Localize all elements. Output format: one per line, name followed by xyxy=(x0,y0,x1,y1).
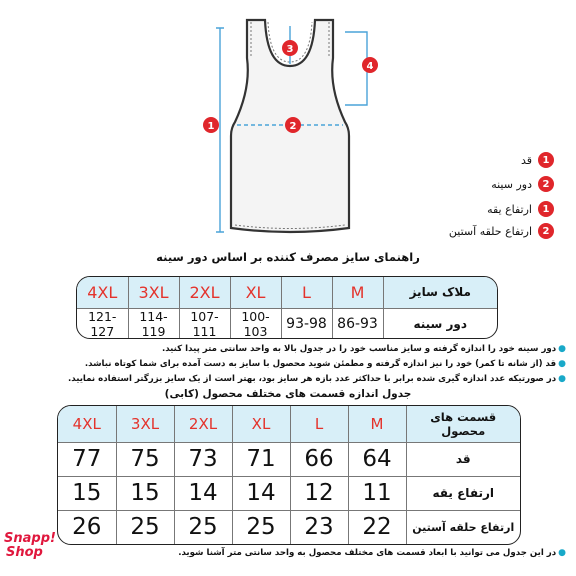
size-4xl: 4XL xyxy=(77,277,128,308)
tank-top-illustration xyxy=(195,10,385,245)
note-line: ●در این جدول می توانید با ابعاد قسمت های مختلف محصول به واحد سانتی متر آشنا شوید. xyxy=(178,548,566,558)
row-label: ارتفاع حلقه آستین xyxy=(406,510,520,544)
number-badge-icon: 1 xyxy=(538,152,554,168)
size-2xl: 2XL xyxy=(179,277,230,308)
size-header-row xyxy=(58,406,520,442)
chest-value-3xl: 114-119 xyxy=(128,308,179,339)
chest-value-m: 86-93 xyxy=(332,308,383,339)
legend-item-chest xyxy=(491,176,554,192)
chest-value-xl: 100-103 xyxy=(230,308,281,339)
bullet-dot-icon: ● xyxy=(558,548,566,558)
bullet-dot-icon: ● xyxy=(558,374,566,384)
number-badge-icon: 1 xyxy=(538,201,554,217)
size-m: M xyxy=(332,277,383,308)
value-cell: 77 xyxy=(58,442,116,476)
value-cell: 12 xyxy=(290,476,348,510)
value-cell: 71 xyxy=(232,442,290,476)
value-cell: 22 xyxy=(348,510,406,544)
size-3xl: 3XL xyxy=(128,277,179,308)
table-row xyxy=(58,442,520,476)
row-label: قد xyxy=(406,442,520,476)
size-header-row xyxy=(77,277,497,308)
value-cell: 15 xyxy=(116,476,174,510)
badge-1-icon xyxy=(203,117,219,133)
value-cell: 23 xyxy=(290,510,348,544)
size-xl: XL xyxy=(232,406,290,442)
size-guide-table xyxy=(76,276,498,339)
svg-text:1: 1 xyxy=(207,121,215,132)
note-line: ●دور سینه خود را اندازه گرفته و سایز مناسب خود را در جدول بالا به واحد سانتی متر پیدا کنید. xyxy=(161,344,566,354)
value-cell: 25 xyxy=(232,510,290,544)
number-badge-icon: 2 xyxy=(538,223,554,239)
size-guide-title: راهنمای سایز مصرف کننده بر اساس دور سینه xyxy=(156,250,420,264)
number-badge-icon: 2 xyxy=(538,176,554,192)
chest-row-label: دور سینه xyxy=(383,308,497,339)
legend-label: ارتفاع حلقه آستین xyxy=(448,224,532,238)
note-line: ●قد (از شانه تا کمر) خود را نیز اندازه گرفته و مطمئن شوید محصول با سایز به دست آمده برای شما کوتاه نباشد. xyxy=(84,359,566,369)
size-xl: XL xyxy=(230,277,281,308)
table-row xyxy=(58,476,520,510)
value-cell: 73 xyxy=(174,442,232,476)
value-cell: 11 xyxy=(348,476,406,510)
size-m: M xyxy=(348,406,406,442)
value-cell: 25 xyxy=(174,510,232,544)
legend-item-neck xyxy=(487,201,554,217)
badge-3-icon xyxy=(282,40,298,56)
legend-label: دور سینه xyxy=(491,177,532,191)
bullet-dot-icon: ● xyxy=(558,359,566,369)
row-label: ارتفاع یقه xyxy=(406,476,520,510)
size-2xl: 2XL xyxy=(174,406,232,442)
chest-value-2xl: 107-111 xyxy=(179,308,230,339)
value-cell: 75 xyxy=(116,442,174,476)
size-l: L xyxy=(290,406,348,442)
badge-4-icon xyxy=(362,57,378,73)
badge-2-icon xyxy=(285,117,301,133)
product-measurements-table xyxy=(57,405,521,545)
value-cell: 14 xyxy=(174,476,232,510)
legend-item-height xyxy=(521,152,554,168)
header-label: ملاک سایز xyxy=(383,277,497,308)
value-cell: 66 xyxy=(290,442,348,476)
size-4xl: 4XL xyxy=(58,406,116,442)
svg-text:3: 3 xyxy=(286,44,294,55)
value-cell: 25 xyxy=(116,510,174,544)
table-row xyxy=(58,510,520,544)
value-cell: 26 xyxy=(58,510,116,544)
value-cell: 15 xyxy=(58,476,116,510)
product-measurements-title: جدول اندازه قسمت های مختلف محصول (کابی) xyxy=(164,388,412,400)
svg-text:2: 2 xyxy=(289,121,297,132)
chest-row xyxy=(77,308,497,339)
legend-item-armhole xyxy=(449,223,554,239)
value-cell: 14 xyxy=(232,476,290,510)
legend-label: قد xyxy=(520,153,532,167)
chest-value-4xl: 121-127 xyxy=(77,308,128,339)
legend-label: ارتفاع یقه xyxy=(487,202,532,216)
size-l: L xyxy=(281,277,332,308)
note-line: ●در صورتیکه عدد اندازه گیری شده برابر با حداکثر عدد بازه هر سایز بود، بهتر است از یک سایز بزرگتر استفاده نمایید. xyxy=(67,374,566,384)
snapp-shop-logo: Snapp! Shop xyxy=(4,531,56,560)
svg-text:4: 4 xyxy=(366,61,374,72)
chest-value-l: 93-98 xyxy=(281,308,332,339)
bullet-dot-icon: ● xyxy=(558,344,566,354)
value-cell: 64 xyxy=(348,442,406,476)
header-label: قسمت های محصول xyxy=(406,406,520,442)
size-3xl: 3XL xyxy=(116,406,174,442)
